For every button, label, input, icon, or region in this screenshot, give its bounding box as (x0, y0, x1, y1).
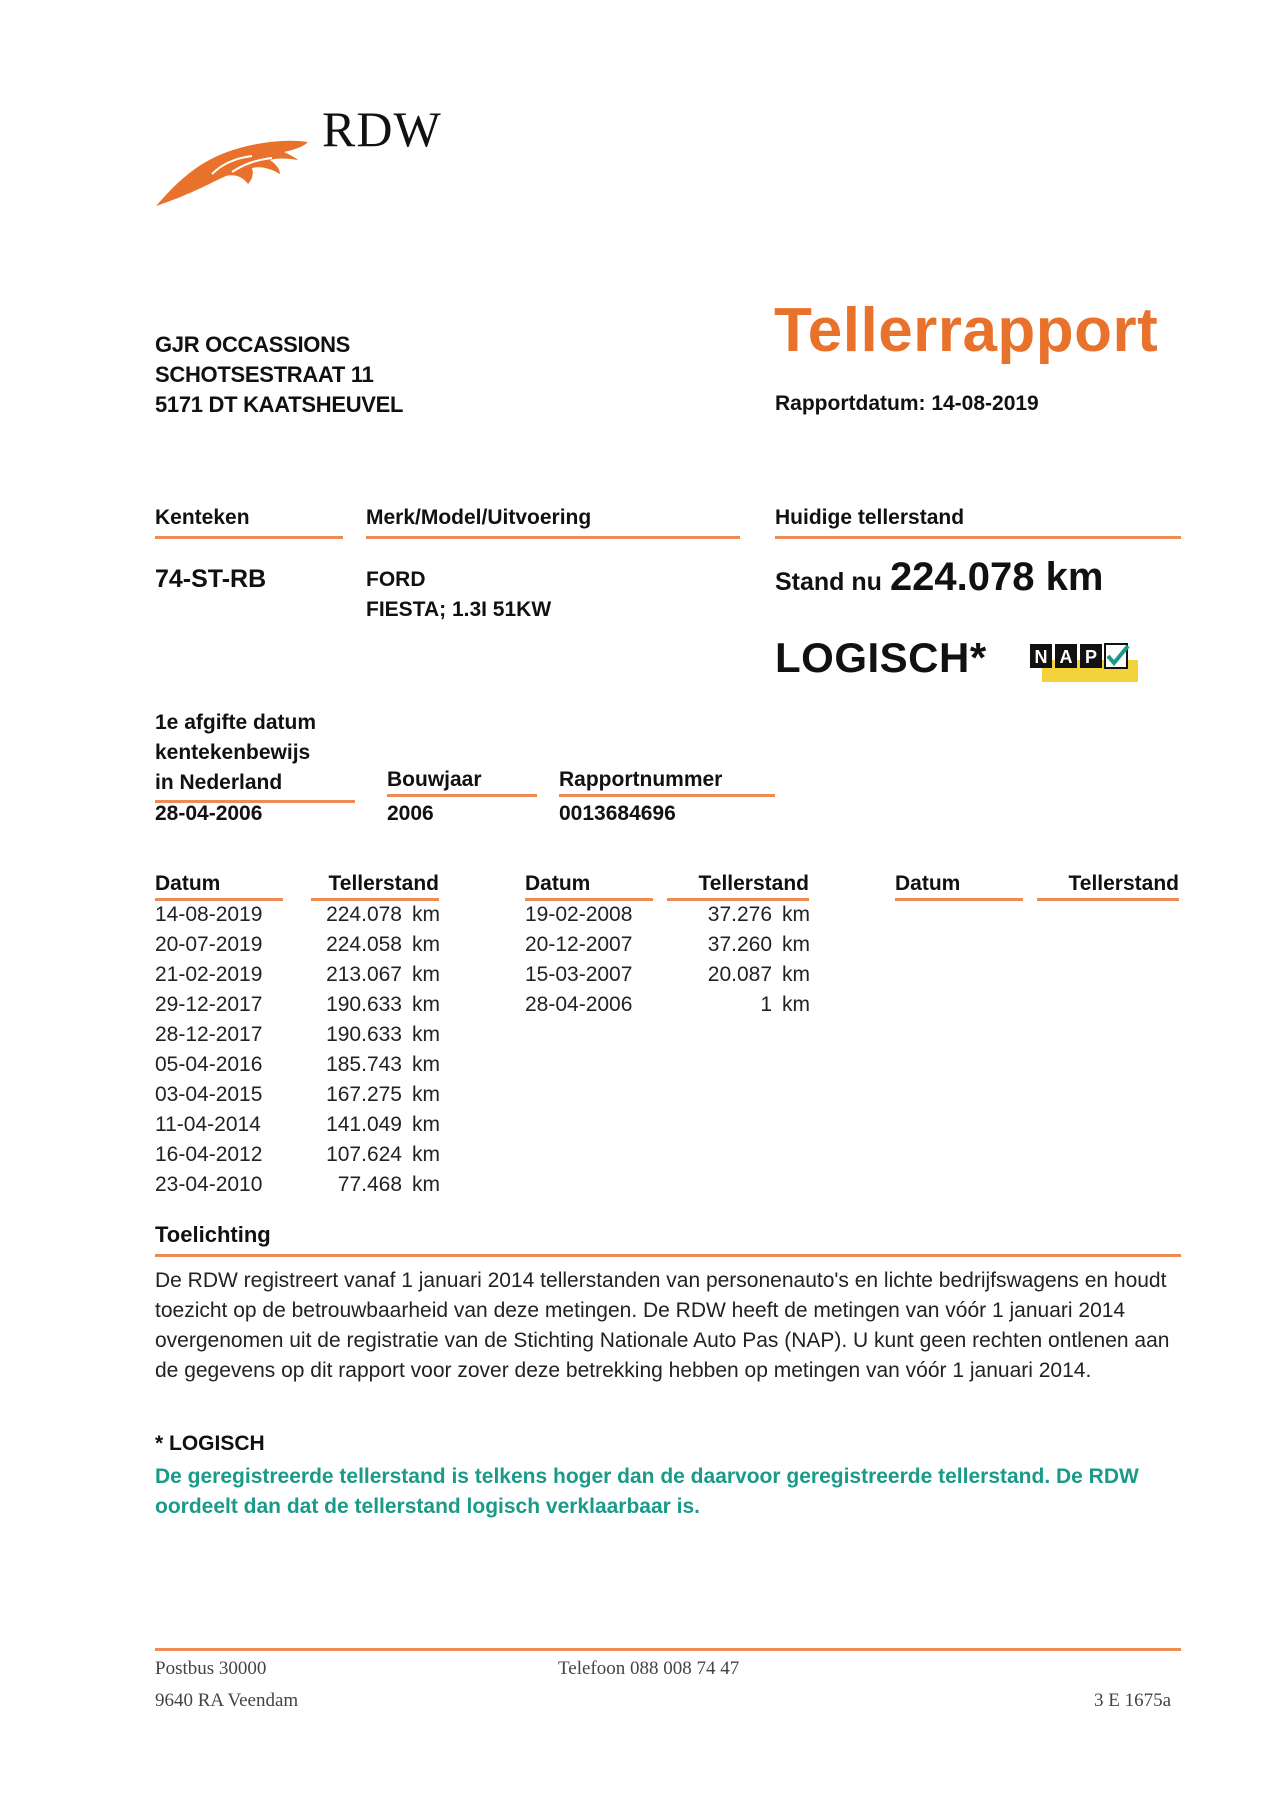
reading-unit: km (412, 903, 440, 926)
readings-dates-col-1 (155, 900, 285, 1200)
reading-date: 14-08-2019 (155, 903, 263, 926)
footer-telefoon: Telefoon 088 008 74 47 (558, 1658, 740, 1679)
reading-unit: km (412, 933, 440, 956)
readings-values-col-1 (290, 900, 440, 1200)
reading-value-row (660, 900, 810, 930)
reading-value: 190.633 (326, 1023, 402, 1046)
svg-text:A: A (1059, 647, 1073, 667)
rapportnummer-value: 0013684696 (559, 802, 676, 825)
reading-date: 21-02-2019 (155, 963, 263, 986)
kenteken-value: 74-ST-RB (155, 565, 267, 593)
reading-date: 11-04-2014 (155, 1113, 261, 1136)
report-title: Tellerrapport (774, 296, 1159, 365)
merk-model-value (366, 565, 551, 625)
reading-value-row (290, 1170, 440, 1200)
reading-unit: km (412, 1173, 440, 1196)
stand-prefix: Stand nu (775, 568, 882, 596)
reading-value: 77.468 (337, 1173, 402, 1196)
reading-date: 19-02-2008 (525, 903, 633, 926)
reading-date: 20-12-2007 (525, 933, 633, 956)
reading-unit: km (412, 1143, 440, 1166)
reading-value-row (290, 900, 440, 930)
reading-value-row (290, 990, 440, 1020)
tellerstand-header-3: Tellerstand (1037, 872, 1179, 901)
reading-value-row (290, 960, 440, 990)
reading-value: 37.276 (707, 903, 772, 926)
merk-value: FORD (366, 568, 426, 591)
reading-unit: km (412, 993, 440, 1016)
afgifte-value: 28-04-2006 (155, 802, 263, 825)
reading-value: 190.633 (326, 993, 402, 1016)
reading-value: 224.058 (326, 933, 402, 956)
stand-value: 224.078 km (889, 555, 1104, 599)
reading-unit: km (412, 1083, 440, 1106)
toelichting-heading: Toelichting (155, 1222, 1181, 1257)
reading-value-row (660, 990, 810, 1020)
address-line-2: SCHOTSESTRAAT 11 (155, 362, 374, 387)
datum-header-2: Datum (525, 872, 653, 901)
datum-header-3: Datum (895, 872, 1023, 901)
huidige-tellerstand-label: Huidige tellerstand (775, 506, 1181, 539)
rdw-logo-text: RDW (322, 101, 442, 157)
reading-date: 28-04-2006 (525, 993, 633, 1016)
merk-label: Merk/Model/Uitvoering (366, 506, 740, 539)
reading-date: 28-12-2017 (155, 1023, 263, 1046)
bouwjaar-label: Bouwjaar (387, 768, 537, 797)
reading-value: 213.067 (326, 963, 402, 986)
reading-value: 1 (760, 993, 772, 1016)
reading-date: 05-04-2016 (155, 1053, 263, 1076)
readings-dates-col-2 (525, 900, 655, 1020)
reading-unit: km (412, 1113, 440, 1136)
reading-unit: km (412, 1023, 440, 1046)
footer-divider (155, 1648, 1181, 1651)
verdict-label: LOGISCH* (775, 634, 987, 681)
reading-value: 167.275 (326, 1083, 402, 1106)
current-reading (775, 555, 1103, 600)
reading-value: 20.087 (707, 963, 772, 986)
kenteken-label: Kenteken (155, 506, 343, 539)
footer-code: 3 E 1675a (1094, 1690, 1172, 1711)
reading-value: 141.049 (326, 1113, 402, 1136)
address-line-1: GJR OCCASSIONS (155, 332, 351, 357)
nap-check-badge-icon (1030, 642, 1140, 684)
svg-text:P: P (1084, 647, 1098, 667)
afgifte-label-line-2: kentekenbewijs (155, 741, 311, 764)
reading-value-row (660, 930, 810, 960)
reading-unit: km (412, 1053, 440, 1076)
reading-value-row (290, 1110, 440, 1140)
tellerstand-header-2: Tellerstand (667, 872, 809, 901)
afgifte-label-line-3: in Nederland (155, 768, 355, 803)
recipient-address (155, 330, 403, 420)
reading-date: 23-04-2010 (155, 1173, 263, 1196)
reading-value: 37.260 (707, 933, 772, 956)
reading-date: 15-03-2007 (525, 963, 633, 986)
logisch-footnote-label: * LOGISCH (155, 1432, 265, 1455)
bouwjaar-value: 2006 (387, 802, 434, 825)
footer-plaats: 9640 RA Veendam (155, 1690, 299, 1711)
reading-date: 03-04-2015 (155, 1083, 263, 1106)
reading-unit: km (782, 933, 810, 956)
footer-postbus: Postbus 30000 (155, 1658, 267, 1679)
reading-value-row (290, 1020, 440, 1050)
readings-values-col-2 (660, 900, 810, 1020)
reading-value: 185.743 (326, 1053, 402, 1076)
rdw-bird-logo-icon (152, 128, 312, 210)
tellerstand-header-1: Tellerstand (311, 872, 439, 901)
afgifte-label (155, 708, 355, 803)
afgifte-label-line-1: 1e afgifte datum (155, 711, 317, 734)
datum-header-1: Datum (155, 872, 283, 901)
logisch-explanation: De geregistreerde tellerstand is telkens hoger dan de daarvoor geregistreerde tellerstand. De RDW oordeelt dan dat de tellerstand logisch verklaarbaar is. (155, 1465, 1139, 1518)
reading-date: 16-04-2012 (155, 1143, 263, 1166)
svg-text:N: N (1034, 647, 1048, 667)
reading-value-row (290, 1050, 440, 1080)
report-date: Rapportdatum: 14-08-2019 (775, 392, 1039, 415)
reading-unit: km (782, 903, 810, 926)
reading-value-row (290, 1080, 440, 1110)
toelichting-text: De RDW registreert vanaf 1 januari 2014 tellerstanden van personenauto's en lichte bedrijfswagens en houdt toezicht op de betrouwbaarheid van deze metingen. De RDW heeft de metingen van vóór 1 januari 2014 overgenomen uit de registratie van de Stichting Nationale Auto Pas (NAP). U kunt geen rechten ontlenen aan de gegevens op dit rapport voor zover deze betrekking hebben op metingen van vóór 1 januari 2014. (155, 1269, 1170, 1382)
reading-value-row (660, 960, 810, 990)
reading-date: 20-07-2019 (155, 933, 263, 956)
reading-unit: km (782, 993, 810, 1016)
reading-value: 107.624 (326, 1143, 402, 1166)
reading-value: 224.078 (326, 903, 402, 926)
reading-unit: km (412, 963, 440, 986)
reading-unit: km (782, 963, 810, 986)
model-value: FIESTA; 1.3I 51KW (366, 598, 552, 621)
rapportnummer-label: Rapportnummer (559, 768, 775, 797)
address-line-3: 5171 DT KAATSHEUVEL (155, 392, 404, 417)
reading-value-row (290, 930, 440, 960)
reading-value-row (290, 1140, 440, 1170)
reading-date: 29-12-2017 (155, 993, 263, 1016)
